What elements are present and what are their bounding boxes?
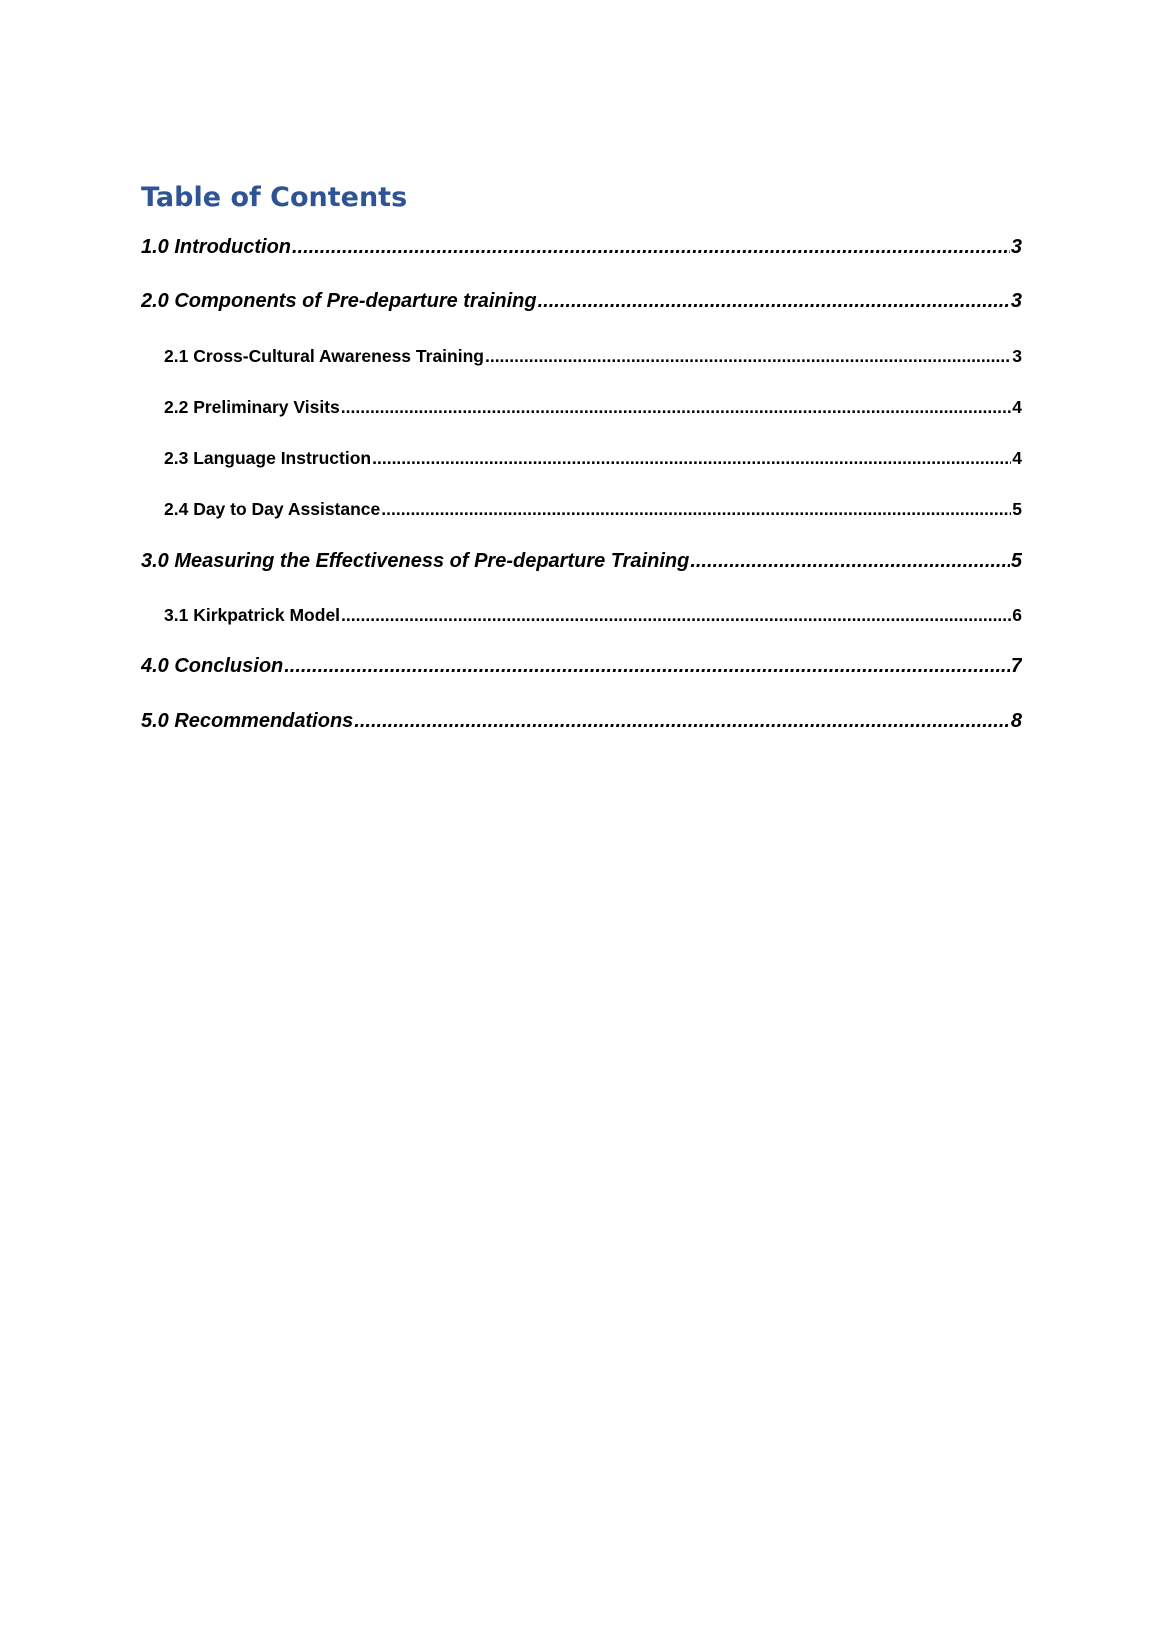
toc-entry-page-number: 4: [1012, 397, 1022, 417]
toc-entry-page-number: 3: [1010, 236, 1022, 258]
toc-entry-page-number: 3: [1010, 290, 1022, 312]
toc-entry-recommendations[interactable]: [141, 710, 1022, 733]
toc-entry-label: 2.0 Components of Pre-departure training: [141, 290, 537, 312]
dot-leader: [538, 290, 1010, 313]
dot-leader: [354, 710, 1010, 733]
dot-leader: [292, 236, 1010, 259]
toc-entry-day-to-day[interactable]: [164, 499, 1022, 520]
dot-leader: [690, 550, 1010, 573]
toc-entry-page-number: 7: [1010, 655, 1022, 677]
toc-entry-cross-cultural[interactable]: [164, 346, 1022, 367]
toc-entry-kirkpatrick[interactable]: [164, 605, 1022, 626]
toc-entry-components[interactable]: [141, 290, 1022, 313]
toc-entry-label: 3.1 Kirkpatrick Model: [164, 605, 341, 625]
dot-leader: [381, 499, 1011, 520]
toc-entry-introduction[interactable]: [141, 236, 1022, 259]
dot-leader: [284, 655, 1010, 678]
dot-leader: [485, 346, 1011, 367]
toc-entry-page-number: 5: [1010, 550, 1022, 572]
toc-entry-label: 2.2 Preliminary Visits: [164, 397, 340, 417]
toc-entry-preliminary-visits[interactable]: [164, 397, 1022, 418]
dot-leader: [372, 448, 1011, 469]
toc-entry-page-number: 4: [1012, 448, 1022, 468]
toc-entry-conclusion[interactable]: [141, 655, 1022, 678]
toc-title: Table of Contents: [141, 182, 408, 213]
toc-entry-label: 4.0 Conclusion: [141, 655, 284, 677]
dot-leader: [341, 605, 1011, 626]
toc-entry-measuring[interactable]: [141, 550, 1022, 573]
toc-entry-label: 3.0 Measuring the Effectiveness of Pre-departure Training: [141, 550, 690, 572]
toc-entry-label: 2.3 Language Instruction: [164, 448, 372, 468]
toc-entry-label: 2.1 Cross-Cultural Awareness Training: [164, 346, 484, 366]
dot-leader: [341, 397, 1012, 418]
toc-entry-label: 2.4 Day to Day Assistance: [164, 499, 381, 519]
toc-entry-label: 1.0 Introduction: [141, 236, 291, 258]
toc-entry-page-number: 3: [1012, 346, 1022, 366]
toc-entry-page-number: 6: [1012, 605, 1022, 625]
toc-entry-language-instruction[interactable]: [164, 448, 1022, 469]
toc-entry-page-number: 8: [1010, 710, 1022, 732]
toc-entry-label: 5.0 Recommendations: [141, 710, 354, 732]
toc-entry-page-number: 5: [1012, 499, 1022, 519]
